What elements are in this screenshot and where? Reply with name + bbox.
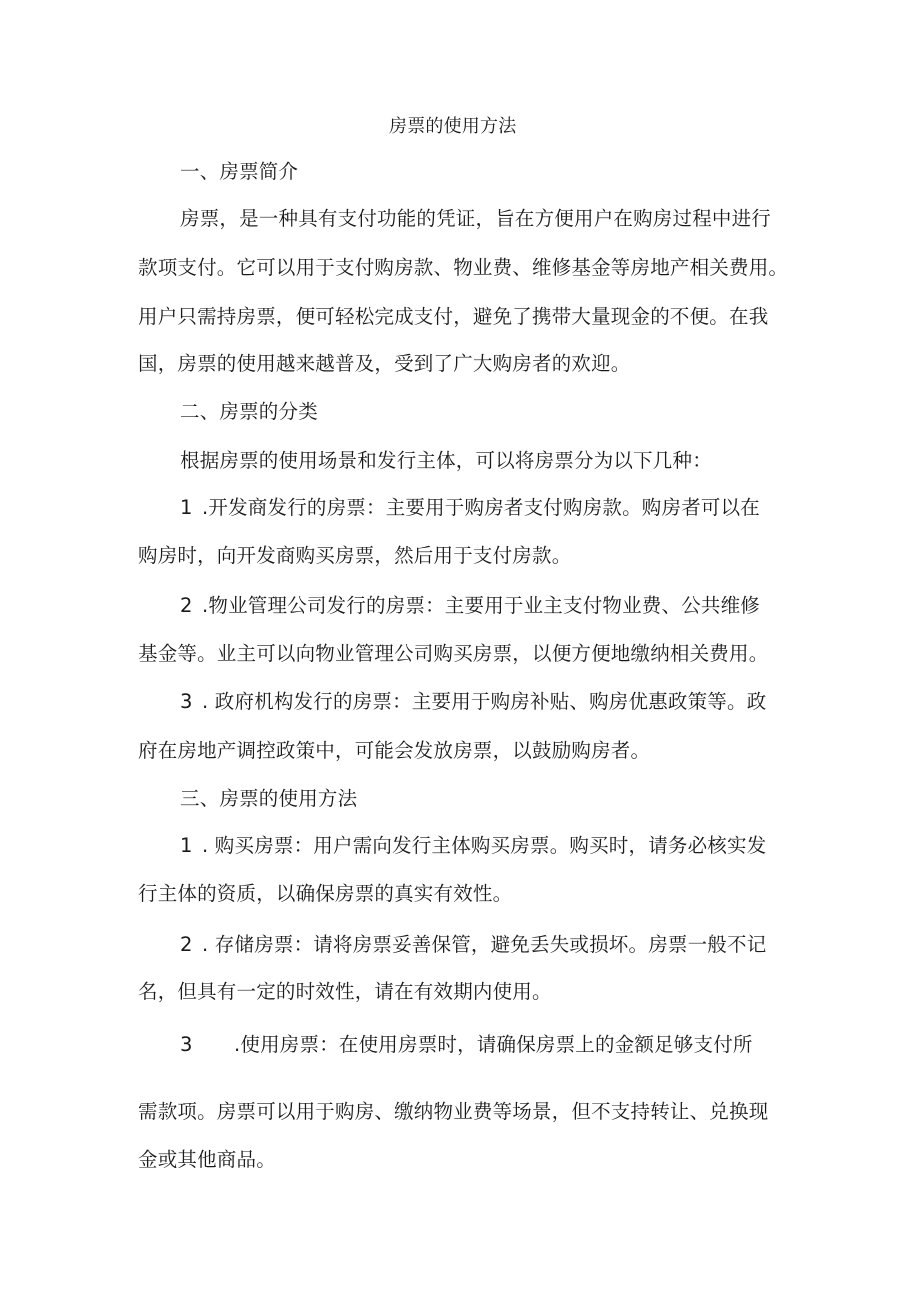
list-item-text: . 政府机构发行的房票：主要用于购房补贴、购房优惠政策等。政 xyxy=(202,690,767,713)
paragraph-line: 房票，是一种具有支付功能的凭证，旨在方便用户在购房过程中进行 xyxy=(180,207,772,230)
list-item-text: .使用房票：在使用房票时，请确保房票上的金额足够支付所 xyxy=(234,1033,753,1056)
document-title: 房票的使用方法 xyxy=(389,116,517,137)
paragraph-line: 基金等。业主可以向物业管理公司购买房票，以便方便地缴纳相关费用。 xyxy=(138,642,769,665)
paragraph-line: 府在房地产调控政策中，可能会发放房票，以鼓励购房者。 xyxy=(138,739,651,762)
paragraph-line: 需款项。房票可以用于购房、缴纳物业费等场景，但不支持转让、兑换现 xyxy=(138,1100,769,1123)
list-item xyxy=(180,834,766,858)
paragraph-line: 用户只需持房票，便可轻松完成支付，避免了携带大量现金的不便。在我 xyxy=(138,305,769,328)
list-item xyxy=(180,690,766,714)
section-heading: 一、房票简介 xyxy=(180,160,299,183)
paragraph-line: 名，但具有一定的时效性，请在有效期内使用。 xyxy=(138,980,552,1003)
list-item xyxy=(180,1033,753,1057)
list-number: 2 xyxy=(180,594,193,617)
paragraph-line: 购房时，向开发商购买房票，然后用于支付房款。 xyxy=(138,544,572,567)
list-item-text: .物业管理公司发行的房票：主要用于业主支付物业费、公共维修 xyxy=(202,594,760,617)
paragraph-line: 金或其他商品。 xyxy=(138,1148,276,1171)
list-item xyxy=(180,496,760,520)
list-item-text: .开发商发行的房票：主要用于购房者支付购房款。购房者可以在 xyxy=(202,496,760,519)
list-number: 3 xyxy=(180,1033,193,1056)
section-heading: 二、房票的分类 xyxy=(180,400,318,423)
section-heading: 三、房票的使用方法 xyxy=(180,787,358,810)
list-number: 3 xyxy=(180,690,193,713)
list-item xyxy=(180,594,760,618)
list-number: 1 xyxy=(180,496,193,519)
paragraph-line: 款项支付。它可以用于支付购房款、物业费、维修基金等房地产相关费用。 xyxy=(138,256,789,279)
list-number: 2 xyxy=(180,933,193,956)
paragraph-line: 根据房票的使用场景和发行主体，可以将房票分为以下几种： xyxy=(180,449,712,472)
paragraph-line: 国，房票的使用越来越普及，受到了广大购房者的欢迎。 xyxy=(138,352,631,375)
list-number: 1 xyxy=(180,834,193,857)
list-item-text: . 购买房票：用户需向发行主体购买房票。购买时，请务必核实发 xyxy=(202,834,767,857)
list-item-text: . 存储房票：请将房票妥善保管，避免丢失或损坏。房票一般不记 xyxy=(202,933,767,956)
list-item xyxy=(180,933,766,957)
paragraph-line: 行主体的资质，以确保房票的真实有效性。 xyxy=(138,882,513,905)
